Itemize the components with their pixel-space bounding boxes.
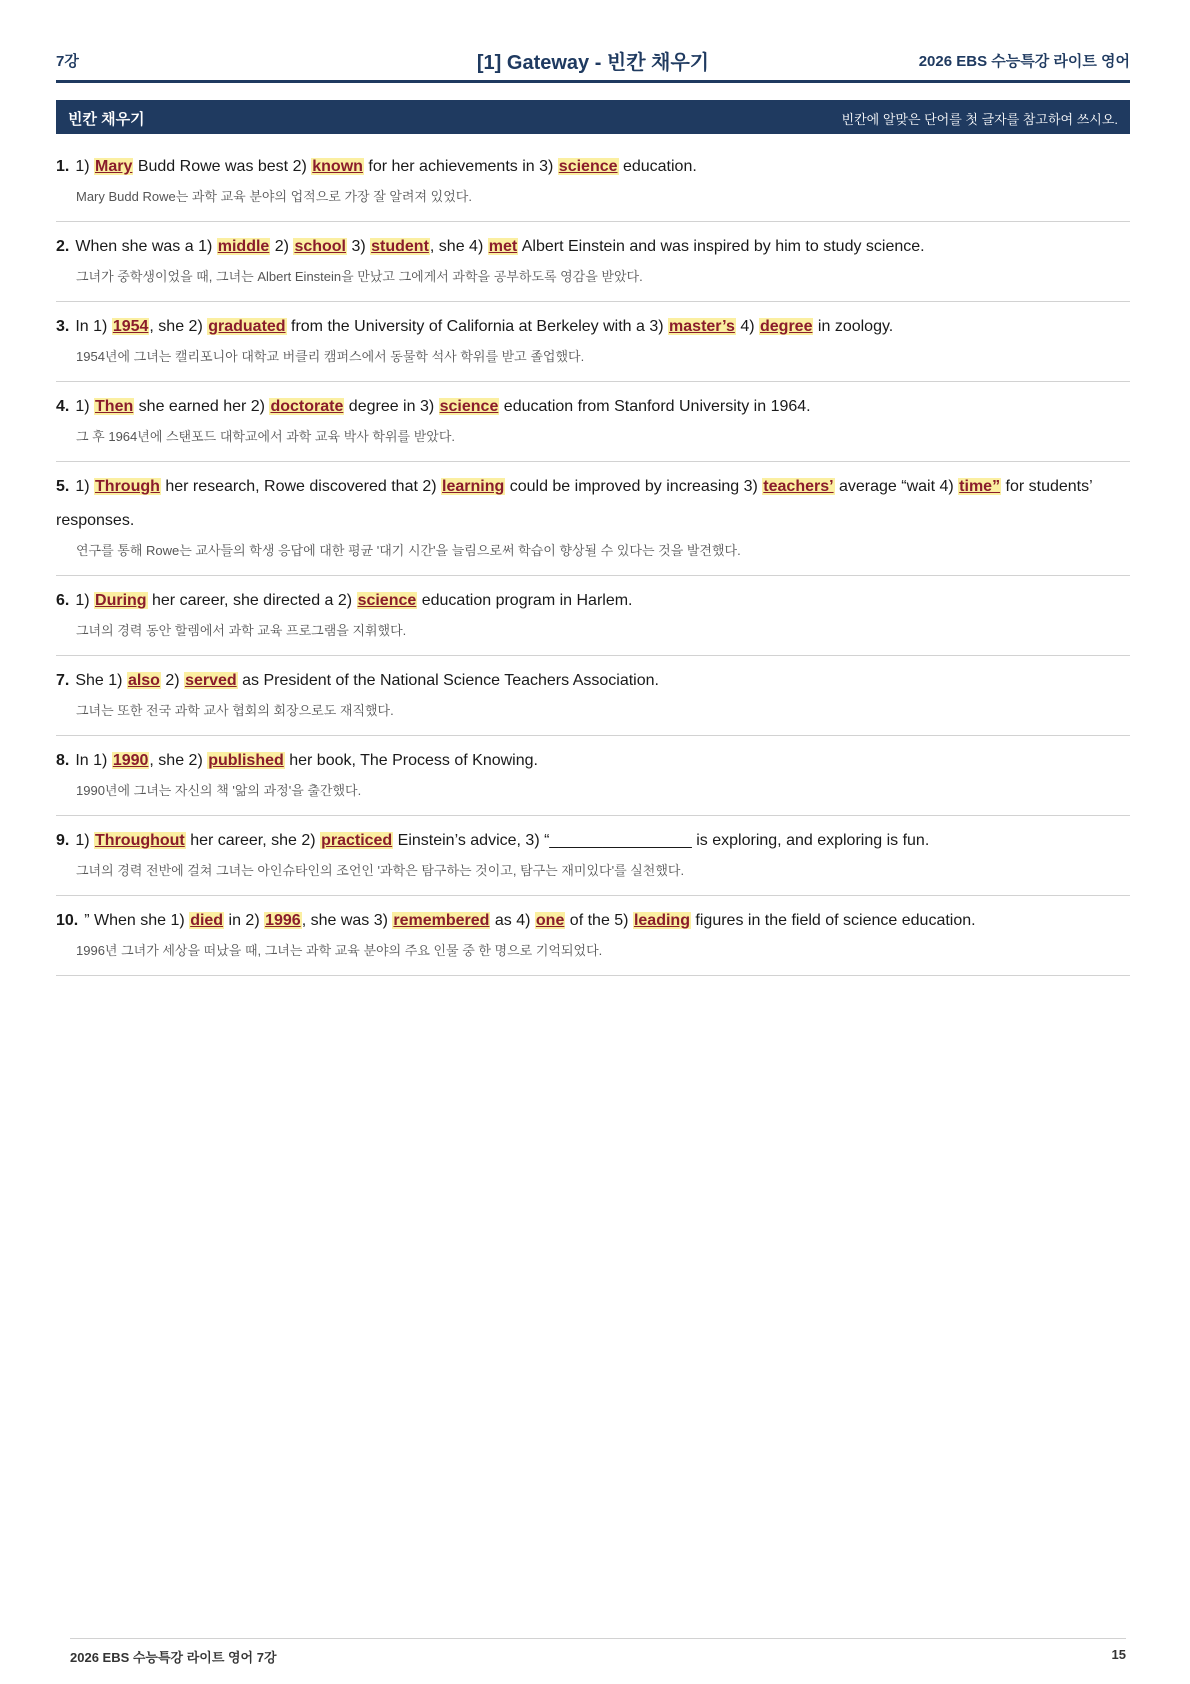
book-title: 2026 EBS 수능특강 라이트 영어 <box>918 53 1130 70</box>
answer-blank: Through <box>95 478 160 495</box>
sentence-text: 1) <box>75 832 95 849</box>
exercise-number: 6. <box>56 592 70 609</box>
korean-translation: 1954년에 그녀는 캘리포니아 대학교 버클리 캠퍼스에서 동물학 석사 학위를 받고 졸업했다. <box>76 349 585 364</box>
exercise-number: 10. <box>56 912 79 929</box>
exercise-sentence <box>56 824 1130 858</box>
answer-blank: Mary <box>95 158 133 175</box>
sentence-text: in zoology. <box>813 318 894 335</box>
korean-translation: 그녀는 또한 전국 과학 교사 협회의 회장으로도 재직했다. <box>76 703 394 718</box>
sentence-text: Albert Einstein and was inspired by him to study science. <box>518 238 925 255</box>
sentence-text: 1) <box>75 398 95 415</box>
answer-blank: practiced <box>321 832 393 849</box>
sentence-text: her career, she 2) <box>185 832 321 849</box>
exercise-item <box>56 462 1130 576</box>
answer-blank: degree <box>760 318 813 335</box>
korean-translation: 그녀의 경력 동안 할렘에서 과학 교육 프로그램을 지휘했다. <box>76 623 407 638</box>
korean-translation: 그 후 1964년에 스탠포드 대학교에서 과학 교육 박사 학위를 받았다. <box>76 429 455 444</box>
answer-blank: one <box>535 912 565 929</box>
sentence-text: of the 5) <box>565 912 633 929</box>
korean-translation: 그녀의 경력 전반에 걸쳐 그녀는 아인슈타인의 조언인 '과학은 탐구하는 것이고, 탐구는 재미있다'를 실천했다. <box>76 863 685 878</box>
exercise-item <box>56 576 1130 656</box>
exercise-number: 5. <box>56 478 70 495</box>
sentence-text: 1) <box>75 592 95 609</box>
korean-translation: 1990년에 그녀는 자신의 책 '앎의 과정'을 출간했다. <box>76 783 362 798</box>
exercise-item <box>56 142 1130 222</box>
sentence-text: Budd Rowe was best 2) <box>133 158 312 175</box>
sentence-text: her research, Rowe discovered that 2) <box>160 478 442 495</box>
answer-blank: Throughout <box>95 832 185 849</box>
sentence-text: Einstein’s advice, 3) “________________ is exploring, and exploring is fun. <box>393 832 930 849</box>
page-number: 15 <box>1111 1647 1126 1662</box>
exercise-item <box>56 302 1130 382</box>
exercise-item <box>56 382 1130 462</box>
answer-blank: remembered <box>393 912 490 929</box>
page-footer <box>70 1638 1126 1665</box>
answer-blank: school <box>294 238 346 255</box>
sentence-text: average “wait 4) <box>834 478 959 495</box>
sentence-text: could be improved by increasing 3) <box>505 478 763 495</box>
answer-blank: 1954 <box>112 318 149 335</box>
sentence-text: 2) <box>270 238 294 255</box>
sentence-text: In 1) <box>75 752 112 769</box>
answer-blank: 1990 <box>112 752 149 769</box>
answer-blank: science <box>439 398 499 415</box>
sentence-text: as President of the National Science Teachers Association. <box>237 672 659 689</box>
exercise-item <box>56 222 1130 302</box>
exercise-sentence <box>56 744 1130 778</box>
answer-blank: student <box>371 238 429 255</box>
exercise-number: 7. <box>56 672 70 689</box>
sentence-text: for students’ responses. <box>56 478 1093 529</box>
sentence-text: 4) <box>735 318 759 335</box>
answer-blank: leading <box>633 912 690 929</box>
lesson-label: 7강 <box>56 53 79 70</box>
answer-blank: doctorate <box>270 398 344 415</box>
korean-translation: 그녀가 중학생이었을 때, 그녀는 Albert Einstein을 만났고 그에게서 과학을 공부하도록 영감을 받았다. <box>76 269 643 284</box>
sentence-text: for her achievements in 3) <box>363 158 558 175</box>
answer-blank: middle <box>217 238 270 255</box>
sentence-text: from the University of California at Berkeley with a 3) <box>286 318 669 335</box>
sentence-text: ” When she 1) <box>84 912 190 929</box>
exercise-sentence <box>56 904 1130 938</box>
sentence-text: her career, she directed a 2) <box>147 592 357 609</box>
exercise-sentence <box>56 150 1130 184</box>
section-title: 빈칸 채우기 <box>68 111 145 128</box>
answer-blank: 1996 <box>265 912 301 929</box>
section-instruction: 빈칸에 알맞은 단어를 첫 글자를 참고하여 쓰시오. <box>841 112 1118 127</box>
page-title: [1] Gateway - 빈칸 채우기 <box>476 52 710 74</box>
sentence-text: education from Stanford University in 1964. <box>499 398 811 415</box>
exercise-number: 3. <box>56 318 70 335</box>
answer-blank: served <box>185 672 237 689</box>
sentence-text: education. <box>618 158 697 175</box>
korean-translation: 1996년 그녀가 세상을 떠났을 때, 그녀는 과학 교육 분야의 주요 인물 중 한 명으로 기억되었다. <box>76 943 603 958</box>
answer-blank: teachers’ <box>763 478 834 495</box>
answer-blank: During <box>95 592 147 609</box>
sentence-text: 1) <box>75 158 95 175</box>
sentence-text: education program in Harlem. <box>417 592 633 609</box>
exercise-item <box>56 736 1130 816</box>
exercise-item <box>56 656 1130 736</box>
sentence-text: , she 2) <box>149 752 208 769</box>
page-header <box>56 44 1130 83</box>
section-bar <box>56 100 1130 134</box>
exercise-sentence <box>56 470 1130 538</box>
answer-blank: died <box>190 912 224 929</box>
answer-blank: time” <box>959 478 1001 495</box>
exercise-item <box>56 816 1130 896</box>
exercise-sentence <box>56 390 1130 424</box>
sentence-text: , she 4) <box>429 238 488 255</box>
korean-translation: 연구를 통해 Rowe는 교사들의 학생 응답에 대한 평균 '대기 시간'을 늘림으로써 학습이 향상될 수 있다는 것을 발견했다. <box>76 543 741 558</box>
sentence-text: , she 2) <box>149 318 208 335</box>
sentence-text: figures in the field of science education. <box>690 912 976 929</box>
sentence-text: In 1) <box>75 318 112 335</box>
exercise-sentence <box>56 310 1130 344</box>
sentence-text: 2) <box>160 672 185 689</box>
answer-blank: Then <box>95 398 134 415</box>
exercise-number: 2. <box>56 238 70 255</box>
sentence-text: She 1) <box>75 672 127 689</box>
answer-blank: met <box>488 238 518 255</box>
footer-book-label: 2026 EBS 수능특강 라이트 영어 7강 <box>70 1650 277 1665</box>
exercise-list <box>56 142 1130 976</box>
sentence-text: , she was 3) <box>301 912 393 929</box>
exercise-number: 8. <box>56 752 70 769</box>
exercise-sentence <box>56 584 1130 618</box>
sentence-text: 1) <box>75 478 95 495</box>
korean-translation: Mary Budd Rowe는 과학 교육 분야의 업적으로 가장 잘 알려져 있었다. <box>76 189 472 204</box>
exercise-number: 9. <box>56 832 70 849</box>
exercise-number: 1. <box>56 158 70 175</box>
exercise-number: 4. <box>56 398 70 415</box>
sentence-text: as 4) <box>490 912 535 929</box>
sentence-text: her book, The Process of Knowing. <box>284 752 538 769</box>
answer-blank: known <box>312 158 363 175</box>
answer-blank: also <box>127 672 160 689</box>
sentence-text: When she was a 1) <box>75 238 217 255</box>
answer-blank: learning <box>442 478 505 495</box>
answer-blank: published <box>208 752 284 769</box>
answer-blank: science <box>357 592 417 609</box>
sentence-text: 3) <box>347 238 371 255</box>
sentence-text: degree in 3) <box>344 398 439 415</box>
answer-blank: graduated <box>208 318 286 335</box>
sentence-text: in 2) <box>224 912 265 929</box>
answer-blank: science <box>558 158 618 175</box>
exercise-sentence <box>56 664 1130 698</box>
exercise-item <box>56 896 1130 976</box>
answer-blank: master’s <box>669 318 735 335</box>
sentence-text: she earned her 2) <box>134 398 270 415</box>
exercise-sentence <box>56 230 1130 264</box>
